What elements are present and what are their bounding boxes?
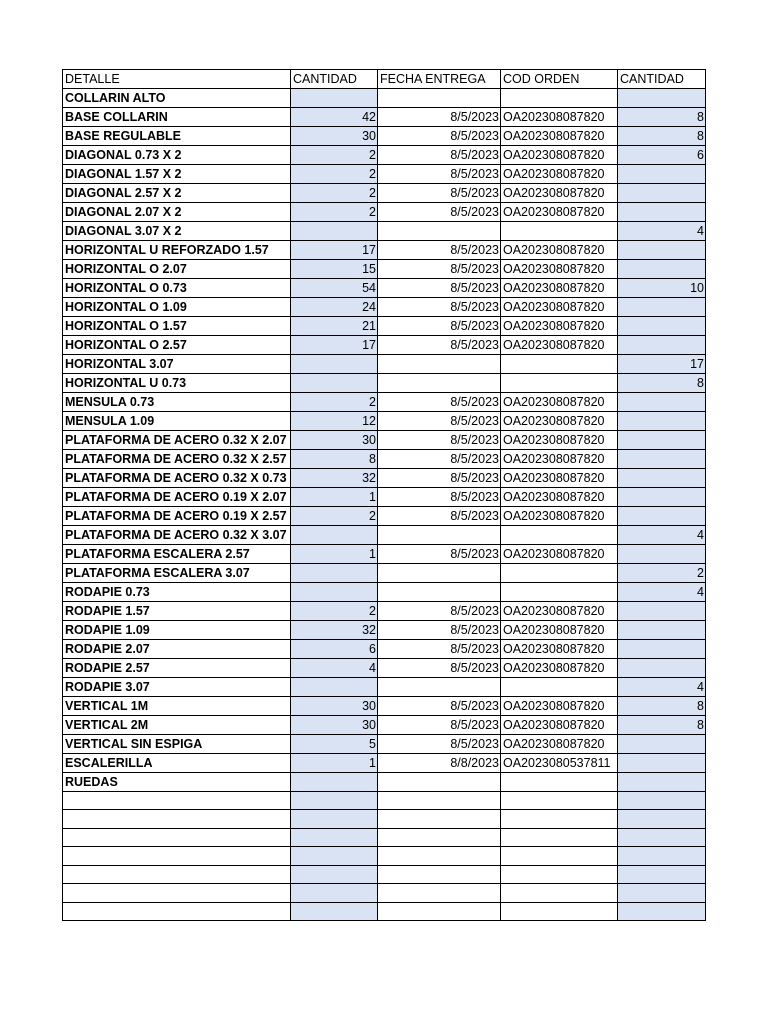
cell-detalle[interactable]: RODAPIE 2.07 <box>63 640 291 659</box>
table-row <box>63 127 706 146</box>
cell-fecha-entrega[interactable] <box>378 355 501 374</box>
table-row <box>63 355 706 374</box>
cell-cantidad-2[interactable]: 8 <box>618 697 706 716</box>
cell-fecha-entrega[interactable] <box>378 902 501 920</box>
cell-cantidad-2[interactable] <box>618 203 706 222</box>
cell-cod-orden[interactable]: OA202308087820 <box>501 260 618 279</box>
cell-cod-orden[interactable]: OA202308087820 <box>501 146 618 165</box>
table-row <box>63 526 706 545</box>
cell-cantidad-2[interactable] <box>618 298 706 317</box>
cell-cantidad[interactable]: 2 <box>291 507 378 526</box>
cell-cantidad-2[interactable]: 2 <box>618 564 706 583</box>
cell-cod-orden[interactable] <box>501 564 618 583</box>
cell-cantidad-2[interactable] <box>618 184 706 203</box>
cell-detalle[interactable]: RODAPIE 3.07 <box>63 678 291 697</box>
cell-cod-orden[interactable]: OA202308087820 <box>501 507 618 526</box>
cell-detalle[interactable]: HORIZONTAL O 2.57 <box>63 336 291 355</box>
cell-detalle[interactable]: HORIZONTAL O 1.57 <box>63 317 291 336</box>
cell-cantidad[interactable] <box>291 583 378 602</box>
cell-cantidad[interactable] <box>291 89 378 108</box>
cell-cod-orden[interactable]: OA202308087820 <box>501 621 618 640</box>
cell-fecha-entrega[interactable] <box>378 564 501 583</box>
cell-detalle[interactable] <box>63 828 291 846</box>
cell-fecha-entrega[interactable]: 8/5/2023 <box>378 450 501 469</box>
cell-fecha-entrega[interactable]: 8/5/2023 <box>378 735 501 754</box>
table-row <box>63 678 706 697</box>
cell-cantidad[interactable]: 30 <box>291 716 378 735</box>
cell-fecha-entrega[interactable] <box>378 810 501 828</box>
header-cod-orden[interactable]: COD ORDEN <box>501 70 618 89</box>
cell-fecha-entrega[interactable]: 8/5/2023 <box>378 165 501 184</box>
cell-cod-orden[interactable] <box>501 678 618 697</box>
table-row <box>63 792 706 810</box>
cell-fecha-entrega[interactable] <box>378 583 501 602</box>
cell-cantidad-2[interactable]: 4 <box>618 678 706 697</box>
table-row <box>63 184 706 203</box>
table-row <box>63 89 706 108</box>
cell-fecha-entrega[interactable]: 8/5/2023 <box>378 260 501 279</box>
table-row <box>63 621 706 640</box>
cell-detalle[interactable]: DIAGONAL 3.07 X 2 <box>63 222 291 241</box>
cell-cantidad[interactable]: 4 <box>291 659 378 678</box>
cell-cantidad[interactable] <box>291 222 378 241</box>
cell-fecha-entrega[interactable]: 8/5/2023 <box>378 203 501 222</box>
cell-detalle[interactable]: PLATAFORMA ESCALERA 3.07 <box>63 564 291 583</box>
cell-cantidad-2[interactable] <box>618 828 706 846</box>
table-row <box>63 640 706 659</box>
cell-fecha-entrega[interactable]: 8/5/2023 <box>378 469 501 488</box>
cell-cantidad-2[interactable] <box>618 260 706 279</box>
cell-cantidad-2[interactable]: 8 <box>618 127 706 146</box>
cell-fecha-entrega[interactable] <box>378 222 501 241</box>
cell-fecha-entrega[interactable]: 8/5/2023 <box>378 127 501 146</box>
cell-cantidad[interactable] <box>291 773 378 792</box>
cell-cantidad[interactable]: 24 <box>291 298 378 317</box>
cell-fecha-entrega[interactable] <box>378 89 501 108</box>
cell-detalle[interactable]: RUEDAS <box>63 773 291 792</box>
cell-cod-orden[interactable] <box>501 865 618 883</box>
cell-cantidad-2[interactable]: 8 <box>618 108 706 127</box>
cell-cantidad[interactable]: 1 <box>291 545 378 564</box>
cell-cod-orden[interactable]: OA202308087820 <box>501 640 618 659</box>
cell-cantidad[interactable] <box>291 828 378 846</box>
cell-detalle[interactable]: DIAGONAL 2.57 X 2 <box>63 184 291 203</box>
cell-cantidad-2[interactable] <box>618 545 706 564</box>
header-fecha-entrega[interactable]: FECHA ENTREGA <box>378 70 501 89</box>
cell-cantidad[interactable]: 1 <box>291 754 378 773</box>
cell-cantidad[interactable]: 30 <box>291 697 378 716</box>
cell-cod-orden[interactable] <box>501 828 618 846</box>
cell-cod-orden[interactable] <box>501 526 618 545</box>
table-row <box>63 431 706 450</box>
cell-detalle[interactable] <box>63 865 291 883</box>
cell-cantidad-2[interactable] <box>618 507 706 526</box>
cell-detalle[interactable]: DIAGONAL 0.73 X 2 <box>63 146 291 165</box>
cell-cod-orden[interactable]: OA202308087820 <box>501 184 618 203</box>
cell-cantidad[interactable]: 2 <box>291 602 378 621</box>
cell-cantidad-2[interactable] <box>618 412 706 431</box>
table-row <box>63 279 706 298</box>
cell-cantidad-2[interactable] <box>618 469 706 488</box>
cell-cantidad-2[interactable] <box>618 431 706 450</box>
table-row <box>63 847 706 865</box>
cell-cod-orden[interactable]: OA202308087820 <box>501 450 618 469</box>
cell-fecha-entrega[interactable]: 8/5/2023 <box>378 621 501 640</box>
cell-fecha-entrega[interactable]: 8/8/2023 <box>378 754 501 773</box>
cell-detalle[interactable]: PLATAFORMA ESCALERA 2.57 <box>63 545 291 564</box>
cell-cantidad-2[interactable] <box>618 792 706 810</box>
table-row <box>63 659 706 678</box>
cell-cantidad[interactable]: 54 <box>291 279 378 298</box>
cell-cod-orden[interactable]: OA202308087820 <box>501 697 618 716</box>
cell-cantidad[interactable] <box>291 792 378 810</box>
cell-cod-orden[interactable]: OA202308087820 <box>501 735 618 754</box>
cell-detalle[interactable]: MENSULA 1.09 <box>63 412 291 431</box>
cell-cantidad-2[interactable] <box>618 450 706 469</box>
cell-cod-orden[interactable] <box>501 792 618 810</box>
cell-fecha-entrega[interactable]: 8/5/2023 <box>378 697 501 716</box>
cell-cantidad-2[interactable] <box>618 773 706 792</box>
header-detalle[interactable]: DETALLE <box>63 70 291 89</box>
cell-detalle[interactable]: PLATAFORMA DE ACERO 0.32 X 2.57 <box>63 450 291 469</box>
cell-fecha-entrega[interactable]: 8/5/2023 <box>378 317 501 336</box>
cell-fecha-entrega[interactable]: 8/5/2023 <box>378 336 501 355</box>
table-row <box>63 412 706 431</box>
cell-cantidad-2[interactable] <box>618 640 706 659</box>
cell-detalle[interactable]: HORIZONTAL O 2.07 <box>63 260 291 279</box>
cell-cantidad-2[interactable]: 10 <box>618 279 706 298</box>
cell-cantidad[interactable]: 15 <box>291 260 378 279</box>
cell-cantidad-2[interactable]: 4 <box>618 583 706 602</box>
cell-cod-orden[interactable]: OA202308087820 <box>501 127 618 146</box>
cell-detalle[interactable]: DIAGONAL 2.07 X 2 <box>63 203 291 222</box>
cell-fecha-entrega[interactable] <box>378 678 501 697</box>
cell-fecha-entrega[interactable]: 8/5/2023 <box>378 241 501 260</box>
cell-fecha-entrega[interactable]: 8/5/2023 <box>378 659 501 678</box>
cell-fecha-entrega[interactable] <box>378 847 501 865</box>
cell-cantidad[interactable]: 17 <box>291 336 378 355</box>
cell-cantidad-2[interactable]: 4 <box>618 222 706 241</box>
cell-cantidad-2[interactable] <box>618 847 706 865</box>
cell-cantidad-2[interactable] <box>618 317 706 336</box>
cell-cantidad[interactable] <box>291 526 378 545</box>
cell-cod-orden[interactable] <box>501 847 618 865</box>
cell-fecha-entrega[interactable] <box>378 792 501 810</box>
cell-cantidad[interactable]: 17 <box>291 241 378 260</box>
cell-detalle[interactable] <box>63 792 291 810</box>
cell-cantidad[interactable] <box>291 678 378 697</box>
cell-cantidad[interactable] <box>291 865 378 883</box>
cell-cantidad[interactable] <box>291 564 378 583</box>
cell-fecha-entrega[interactable]: 8/5/2023 <box>378 393 501 412</box>
table-row <box>63 260 706 279</box>
cell-detalle[interactable]: HORIZONTAL U REFORZADO 1.57 <box>63 241 291 260</box>
cell-cantidad[interactable]: 5 <box>291 735 378 754</box>
cell-cantidad-2[interactable]: 17 <box>618 355 706 374</box>
cell-cod-orden[interactable] <box>501 884 618 902</box>
table-row <box>63 828 706 846</box>
table-row <box>63 488 706 507</box>
cell-cantidad[interactable] <box>291 902 378 920</box>
cell-detalle[interactable]: COLLARIN ALTO <box>63 89 291 108</box>
table-row <box>63 697 706 716</box>
cell-fecha-entrega[interactable] <box>378 828 501 846</box>
cell-cantidad-2[interactable]: 6 <box>618 146 706 165</box>
cell-detalle[interactable]: VERTICAL 2M <box>63 716 291 735</box>
cell-detalle[interactable] <box>63 847 291 865</box>
cell-cantidad[interactable]: 2 <box>291 203 378 222</box>
cell-fecha-entrega[interactable]: 8/5/2023 <box>378 146 501 165</box>
cell-cod-orden[interactable] <box>501 583 618 602</box>
cell-detalle[interactable]: RODAPIE 1.57 <box>63 602 291 621</box>
table-row <box>63 336 706 355</box>
cell-cod-orden[interactable]: OA2023080537811 <box>501 754 618 773</box>
table-row <box>63 203 706 222</box>
cell-detalle[interactable]: HORIZONTAL 3.07 <box>63 355 291 374</box>
cell-detalle[interactable]: HORIZONTAL O 0.73 <box>63 279 291 298</box>
cell-cod-orden[interactable]: OA202308087820 <box>501 203 618 222</box>
table-row <box>63 773 706 792</box>
cell-fecha-entrega[interactable]: 8/5/2023 <box>378 412 501 431</box>
cell-cod-orden[interactable]: OA202308087820 <box>501 165 618 184</box>
header-row <box>63 70 706 89</box>
table-row <box>63 298 706 317</box>
cell-fecha-entrega[interactable]: 8/5/2023 <box>378 716 501 735</box>
cell-fecha-entrega[interactable]: 8/5/2023 <box>378 640 501 659</box>
table-row <box>63 583 706 602</box>
cell-detalle[interactable]: VERTICAL 1M <box>63 697 291 716</box>
cell-cantidad-2[interactable]: 4 <box>618 526 706 545</box>
cell-detalle[interactable] <box>63 902 291 920</box>
cell-cantidad[interactable]: 1 <box>291 488 378 507</box>
cell-fecha-entrega[interactable]: 8/5/2023 <box>378 545 501 564</box>
header-cantidad-2[interactable]: CANTIDAD <box>618 70 706 89</box>
cell-detalle[interactable]: BASE COLLARIN <box>63 108 291 127</box>
table-row <box>63 902 706 920</box>
cell-cantidad[interactable]: 2 <box>291 165 378 184</box>
cell-fecha-entrega[interactable]: 8/5/2023 <box>378 279 501 298</box>
cell-cod-orden[interactable] <box>501 773 618 792</box>
cell-detalle[interactable]: RODAPIE 1.09 <box>63 621 291 640</box>
cell-fecha-entrega[interactable] <box>378 526 501 545</box>
table-row <box>63 602 706 621</box>
cell-cantidad[interactable]: 2 <box>291 184 378 203</box>
cell-cantidad[interactable] <box>291 374 378 393</box>
cell-cantidad-2[interactable] <box>618 621 706 640</box>
cell-cod-orden[interactable]: OA202308087820 <box>501 336 618 355</box>
cell-cod-orden[interactable]: OA202308087820 <box>501 298 618 317</box>
table-row <box>63 165 706 184</box>
cell-cantidad-2[interactable]: 8 <box>618 716 706 735</box>
cell-cod-orden[interactable] <box>501 374 618 393</box>
cell-cantidad-2[interactable]: 8 <box>618 374 706 393</box>
cell-fecha-entrega[interactable]: 8/5/2023 <box>378 602 501 621</box>
cell-cantidad-2[interactable] <box>618 602 706 621</box>
table-row <box>63 884 706 902</box>
cell-cantidad[interactable] <box>291 884 378 902</box>
cell-cod-orden[interactable] <box>501 355 618 374</box>
cell-cantidad[interactable]: 2 <box>291 393 378 412</box>
table-row <box>63 222 706 241</box>
cell-detalle[interactable] <box>63 884 291 902</box>
cell-detalle[interactable]: BASE REGULABLE <box>63 127 291 146</box>
cell-cantidad[interactable] <box>291 355 378 374</box>
cell-cantidad[interactable] <box>291 847 378 865</box>
table-row <box>63 865 706 883</box>
table-row <box>63 564 706 583</box>
table-row <box>63 146 706 165</box>
cell-cantidad[interactable]: 12 <box>291 412 378 431</box>
cell-detalle[interactable]: VERTICAL SIN ESPIGA <box>63 735 291 754</box>
cell-cantidad[interactable]: 6 <box>291 640 378 659</box>
cell-cantidad-2[interactable] <box>618 735 706 754</box>
cell-cantidad-2[interactable] <box>618 810 706 828</box>
table-row <box>63 108 706 127</box>
cell-cod-orden[interactable] <box>501 89 618 108</box>
cell-detalle[interactable]: PLATAFORMA DE ACERO 0.19 X 2.57 <box>63 507 291 526</box>
cell-cod-orden[interactable]: OA202308087820 <box>501 716 618 735</box>
table-row <box>63 393 706 412</box>
cell-cod-orden[interactable]: OA202308087820 <box>501 659 618 678</box>
header-cantidad[interactable]: CANTIDAD <box>291 70 378 89</box>
cell-cod-orden[interactable] <box>501 810 618 828</box>
cell-cod-orden[interactable] <box>501 902 618 920</box>
cell-cantidad-2[interactable] <box>618 659 706 678</box>
table-row <box>63 716 706 735</box>
cell-cantidad[interactable]: 30 <box>291 127 378 146</box>
cell-fecha-entrega[interactable] <box>378 374 501 393</box>
cell-cantidad[interactable]: 21 <box>291 317 378 336</box>
cell-cantidad[interactable]: 2 <box>291 146 378 165</box>
cell-detalle[interactable]: PLATAFORMA DE ACERO 0.19 X 2.07 <box>63 488 291 507</box>
cell-cantidad[interactable] <box>291 810 378 828</box>
cell-detalle[interactable]: RODAPIE 2.57 <box>63 659 291 678</box>
table-row <box>63 545 706 564</box>
cell-cod-orden[interactable]: OA202308087820 <box>501 393 618 412</box>
cell-cod-orden[interactable]: OA202308087820 <box>501 279 618 298</box>
table-row <box>63 507 706 526</box>
cell-cantidad-2[interactable] <box>618 884 706 902</box>
cell-detalle[interactable]: HORIZONTAL O 1.09 <box>63 298 291 317</box>
cell-cantidad-2[interactable] <box>618 336 706 355</box>
cell-cantidad[interactable]: 42 <box>291 108 378 127</box>
cell-detalle[interactable]: PLATAFORMA DE ACERO 0.32 X 2.07 <box>63 431 291 450</box>
table-row <box>63 450 706 469</box>
cell-cod-orden[interactable]: OA202308087820 <box>501 241 618 260</box>
cell-detalle[interactable] <box>63 810 291 828</box>
table-row <box>63 754 706 773</box>
cell-cantidad-2[interactable] <box>618 488 706 507</box>
cell-cantidad-2[interactable] <box>618 754 706 773</box>
cell-detalle[interactable]: DIAGONAL 1.57 X 2 <box>63 165 291 184</box>
cell-fecha-entrega[interactable]: 8/5/2023 <box>378 184 501 203</box>
table-row <box>63 241 706 260</box>
cell-cod-orden[interactable]: OA202308087820 <box>501 431 618 450</box>
cell-detalle[interactable]: MENSULA 0.73 <box>63 393 291 412</box>
cell-detalle[interactable]: PLATAFORMA DE ACERO 0.32 X 3.07 <box>63 526 291 545</box>
cell-cod-orden[interactable]: OA202308087820 <box>501 545 618 564</box>
cell-cod-orden[interactable]: OA202308087820 <box>501 488 618 507</box>
cell-fecha-entrega[interactable] <box>378 773 501 792</box>
cell-detalle[interactable]: HORIZONTAL U 0.73 <box>63 374 291 393</box>
cell-fecha-entrega[interactable]: 8/5/2023 <box>378 507 501 526</box>
cell-detalle[interactable]: ESCALERILLA <box>63 754 291 773</box>
table-row <box>63 374 706 393</box>
cell-fecha-entrega[interactable] <box>378 865 501 883</box>
cell-fecha-entrega[interactable]: 8/5/2023 <box>378 298 501 317</box>
cell-cantidad-2[interactable] <box>618 241 706 260</box>
cell-cod-orden[interactable]: OA202308087820 <box>501 602 618 621</box>
cell-cantidad-2[interactable] <box>618 902 706 920</box>
cell-detalle[interactable]: PLATAFORMA DE ACERO 0.32 X 0.73 <box>63 469 291 488</box>
cell-cantidad-2[interactable] <box>618 865 706 883</box>
cell-cantidad-2[interactable] <box>618 393 706 412</box>
table-row <box>63 810 706 828</box>
table-row <box>63 735 706 754</box>
cell-cantidad[interactable]: 8 <box>291 450 378 469</box>
cell-detalle[interactable]: RODAPIE 0.73 <box>63 583 291 602</box>
cell-cantidad[interactable]: 32 <box>291 621 378 640</box>
cell-cod-orden[interactable]: OA202308087820 <box>501 469 618 488</box>
cell-cod-orden[interactable] <box>501 222 618 241</box>
cell-fecha-entrega[interactable]: 8/5/2023 <box>378 488 501 507</box>
table-body <box>63 70 706 921</box>
cell-fecha-entrega[interactable] <box>378 884 501 902</box>
cell-cantidad[interactable]: 30 <box>291 431 378 450</box>
table-row <box>63 469 706 488</box>
cell-cantidad-2[interactable] <box>618 89 706 108</box>
cell-cod-orden[interactable]: OA202308087820 <box>501 412 618 431</box>
cell-cod-orden[interactable]: OA202308087820 <box>501 317 618 336</box>
cell-fecha-entrega[interactable]: 8/5/2023 <box>378 108 501 127</box>
cell-cantidad[interactable]: 32 <box>291 469 378 488</box>
cell-fecha-entrega[interactable]: 8/5/2023 <box>378 431 501 450</box>
table-row <box>63 317 706 336</box>
cell-cod-orden[interactable]: OA202308087820 <box>501 108 618 127</box>
cell-cantidad-2[interactable] <box>618 165 706 184</box>
order-table <box>62 69 706 921</box>
